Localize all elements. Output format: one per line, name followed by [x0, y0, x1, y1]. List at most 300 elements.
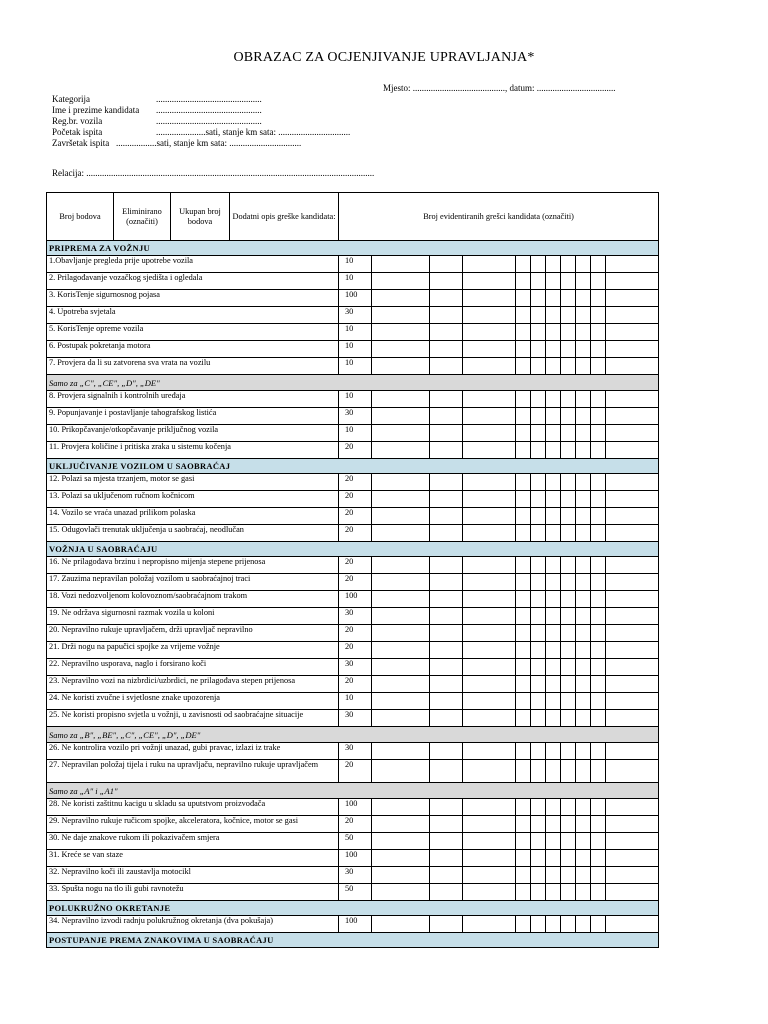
error-mark-cell[interactable] [516, 625, 531, 642]
eliminated-cell[interactable] [372, 833, 430, 850]
error-mark-cell[interactable] [576, 525, 591, 542]
error-mark-cell[interactable] [516, 693, 531, 710]
error-mark-cell[interactable] [606, 816, 659, 833]
description-cell[interactable] [463, 850, 516, 867]
error-mark-cell[interactable] [516, 591, 531, 608]
error-mark-cell[interactable] [516, 743, 531, 760]
eliminated-cell[interactable] [372, 574, 430, 591]
eliminated-cell[interactable] [372, 816, 430, 833]
error-mark-cell[interactable] [531, 391, 546, 408]
error-mark-cell[interactable] [576, 391, 591, 408]
error-mark-cell[interactable] [531, 307, 546, 324]
error-mark-cell[interactable] [606, 557, 659, 574]
error-mark-cell[interactable] [546, 676, 561, 693]
description-cell[interactable] [463, 425, 516, 442]
description-cell[interactable] [463, 710, 516, 727]
error-mark-cell[interactable] [591, 816, 606, 833]
error-mark-cell[interactable] [516, 710, 531, 727]
error-mark-cell[interactable] [546, 391, 561, 408]
error-mark-cell[interactable] [591, 591, 606, 608]
total-cell[interactable] [430, 491, 463, 508]
error-mark-cell[interactable] [561, 256, 576, 273]
eliminated-cell[interactable] [372, 799, 430, 816]
error-mark-cell[interactable] [591, 256, 606, 273]
error-mark-cell[interactable] [606, 867, 659, 884]
error-mark-cell[interactable] [576, 557, 591, 574]
error-mark-cell[interactable] [516, 474, 531, 491]
error-mark-cell[interactable] [546, 867, 561, 884]
eliminated-cell[interactable] [372, 850, 430, 867]
error-mark-cell[interactable] [531, 884, 546, 901]
description-cell[interactable] [463, 743, 516, 760]
error-mark-cell[interactable] [531, 833, 546, 850]
description-cell[interactable] [463, 442, 516, 459]
total-cell[interactable] [430, 710, 463, 727]
error-mark-cell[interactable] [516, 425, 531, 442]
error-mark-cell[interactable] [591, 799, 606, 816]
error-mark-cell[interactable] [561, 760, 576, 783]
error-mark-cell[interactable] [531, 574, 546, 591]
description-cell[interactable] [463, 591, 516, 608]
error-mark-cell[interactable] [516, 341, 531, 358]
error-mark-cell[interactable] [546, 341, 561, 358]
error-mark-cell[interactable] [576, 591, 591, 608]
error-mark-cell[interactable] [531, 557, 546, 574]
error-mark-cell[interactable] [546, 625, 561, 642]
error-mark-cell[interactable] [591, 324, 606, 341]
error-mark-cell[interactable] [576, 307, 591, 324]
error-mark-cell[interactable] [561, 833, 576, 850]
error-mark-cell[interactable] [576, 867, 591, 884]
error-mark-cell[interactable] [606, 574, 659, 591]
total-cell[interactable] [430, 341, 463, 358]
error-mark-cell[interactable] [531, 324, 546, 341]
error-mark-cell[interactable] [606, 358, 659, 375]
eliminated-cell[interactable] [372, 676, 430, 693]
error-mark-cell[interactable] [561, 273, 576, 290]
description-cell[interactable] [463, 884, 516, 901]
error-mark-cell[interactable] [576, 574, 591, 591]
description-cell[interactable] [463, 625, 516, 642]
error-mark-cell[interactable] [591, 391, 606, 408]
error-mark-cell[interactable] [516, 760, 531, 783]
error-mark-cell[interactable] [606, 850, 659, 867]
eliminated-cell[interactable] [372, 591, 430, 608]
error-mark-cell[interactable] [531, 760, 546, 783]
error-mark-cell[interactable] [546, 408, 561, 425]
error-mark-cell[interactable] [591, 693, 606, 710]
error-mark-cell[interactable] [516, 867, 531, 884]
error-mark-cell[interactable] [546, 799, 561, 816]
error-mark-cell[interactable] [561, 676, 576, 693]
error-mark-cell[interactable] [561, 324, 576, 341]
error-mark-cell[interactable] [591, 574, 606, 591]
error-mark-cell[interactable] [591, 442, 606, 459]
error-mark-cell[interactable] [561, 710, 576, 727]
eliminated-cell[interactable] [372, 491, 430, 508]
error-mark-cell[interactable] [531, 508, 546, 525]
description-cell[interactable] [463, 307, 516, 324]
error-mark-cell[interactable] [576, 491, 591, 508]
error-mark-cell[interactable] [576, 324, 591, 341]
description-cell[interactable] [463, 557, 516, 574]
error-mark-cell[interactable] [591, 290, 606, 307]
eliminated-cell[interactable] [372, 358, 430, 375]
error-mark-cell[interactable] [591, 474, 606, 491]
error-mark-cell[interactable] [591, 833, 606, 850]
error-mark-cell[interactable] [591, 608, 606, 625]
error-mark-cell[interactable] [531, 491, 546, 508]
description-cell[interactable] [463, 324, 516, 341]
error-mark-cell[interactable] [576, 642, 591, 659]
error-mark-cell[interactable] [606, 290, 659, 307]
error-mark-cell[interactable] [591, 358, 606, 375]
eliminated-cell[interactable] [372, 442, 430, 459]
error-mark-cell[interactable] [606, 341, 659, 358]
error-mark-cell[interactable] [561, 408, 576, 425]
error-mark-cell[interactable] [606, 608, 659, 625]
error-mark-cell[interactable] [531, 591, 546, 608]
total-cell[interactable] [430, 743, 463, 760]
total-cell[interactable] [430, 833, 463, 850]
error-mark-cell[interactable] [516, 358, 531, 375]
error-mark-cell[interactable] [561, 608, 576, 625]
error-mark-cell[interactable] [531, 474, 546, 491]
error-mark-cell[interactable] [576, 743, 591, 760]
error-mark-cell[interactable] [531, 408, 546, 425]
error-mark-cell[interactable] [516, 884, 531, 901]
error-mark-cell[interactable] [546, 642, 561, 659]
error-mark-cell[interactable] [516, 574, 531, 591]
error-mark-cell[interactable] [606, 391, 659, 408]
error-mark-cell[interactable] [576, 693, 591, 710]
eliminated-cell[interactable] [372, 625, 430, 642]
error-mark-cell[interactable] [591, 916, 606, 933]
description-cell[interactable] [463, 676, 516, 693]
error-mark-cell[interactable] [576, 916, 591, 933]
error-mark-cell[interactable] [606, 625, 659, 642]
error-mark-cell[interactable] [531, 608, 546, 625]
error-mark-cell[interactable] [546, 491, 561, 508]
error-mark-cell[interactable] [546, 358, 561, 375]
eliminated-cell[interactable] [372, 341, 430, 358]
error-mark-cell[interactable] [606, 256, 659, 273]
description-cell[interactable] [463, 608, 516, 625]
description-cell[interactable] [463, 256, 516, 273]
eliminated-cell[interactable] [372, 391, 430, 408]
error-mark-cell[interactable] [561, 391, 576, 408]
error-mark-cell[interactable] [591, 491, 606, 508]
error-mark-cell[interactable] [591, 760, 606, 783]
error-mark-cell[interactable] [546, 591, 561, 608]
error-mark-cell[interactable] [516, 273, 531, 290]
error-mark-cell[interactable] [531, 525, 546, 542]
error-mark-cell[interactable] [591, 341, 606, 358]
total-cell[interactable] [430, 760, 463, 783]
eliminated-cell[interactable] [372, 916, 430, 933]
eliminated-cell[interactable] [372, 557, 430, 574]
error-mark-cell[interactable] [591, 743, 606, 760]
error-mark-cell[interactable] [576, 884, 591, 901]
description-cell[interactable] [463, 916, 516, 933]
error-mark-cell[interactable] [591, 659, 606, 676]
error-mark-cell[interactable] [606, 591, 659, 608]
error-mark-cell[interactable] [591, 408, 606, 425]
error-mark-cell[interactable] [606, 525, 659, 542]
error-mark-cell[interactable] [591, 425, 606, 442]
error-mark-cell[interactable] [591, 625, 606, 642]
error-mark-cell[interactable] [516, 508, 531, 525]
error-mark-cell[interactable] [546, 574, 561, 591]
error-mark-cell[interactable] [591, 557, 606, 574]
total-cell[interactable] [430, 884, 463, 901]
error-mark-cell[interactable] [576, 256, 591, 273]
error-mark-cell[interactable] [546, 693, 561, 710]
total-cell[interactable] [430, 659, 463, 676]
error-mark-cell[interactable] [531, 816, 546, 833]
total-cell[interactable] [430, 574, 463, 591]
error-mark-cell[interactable] [576, 816, 591, 833]
error-mark-cell[interactable] [561, 574, 576, 591]
description-cell[interactable] [463, 693, 516, 710]
description-cell[interactable] [463, 508, 516, 525]
error-mark-cell[interactable] [606, 273, 659, 290]
error-mark-cell[interactable] [591, 508, 606, 525]
description-cell[interactable] [463, 273, 516, 290]
error-mark-cell[interactable] [531, 256, 546, 273]
error-mark-cell[interactable] [591, 642, 606, 659]
error-mark-cell[interactable] [531, 642, 546, 659]
description-cell[interactable] [463, 816, 516, 833]
error-mark-cell[interactable] [531, 273, 546, 290]
total-cell[interactable] [430, 525, 463, 542]
error-mark-cell[interactable] [576, 474, 591, 491]
total-cell[interactable] [430, 591, 463, 608]
error-mark-cell[interactable] [546, 425, 561, 442]
description-cell[interactable] [463, 525, 516, 542]
error-mark-cell[interactable] [531, 916, 546, 933]
description-cell[interactable] [463, 358, 516, 375]
error-mark-cell[interactable] [591, 867, 606, 884]
error-mark-cell[interactable] [561, 743, 576, 760]
error-mark-cell[interactable] [591, 710, 606, 727]
error-mark-cell[interactable] [576, 710, 591, 727]
total-cell[interactable] [430, 799, 463, 816]
error-mark-cell[interactable] [606, 676, 659, 693]
error-mark-cell[interactable] [516, 491, 531, 508]
eliminated-cell[interactable] [372, 408, 430, 425]
total-cell[interactable] [430, 408, 463, 425]
error-mark-cell[interactable] [546, 474, 561, 491]
error-mark-cell[interactable] [531, 799, 546, 816]
error-mark-cell[interactable] [546, 743, 561, 760]
eliminated-cell[interactable] [372, 290, 430, 307]
total-cell[interactable] [430, 867, 463, 884]
eliminated-cell[interactable] [372, 425, 430, 442]
total-cell[interactable] [430, 307, 463, 324]
error-mark-cell[interactable] [606, 833, 659, 850]
error-mark-cell[interactable] [606, 474, 659, 491]
error-mark-cell[interactable] [591, 273, 606, 290]
error-mark-cell[interactable] [546, 816, 561, 833]
error-mark-cell[interactable] [591, 525, 606, 542]
error-mark-cell[interactable] [531, 290, 546, 307]
error-mark-cell[interactable] [531, 676, 546, 693]
error-mark-cell[interactable] [561, 425, 576, 442]
error-mark-cell[interactable] [561, 508, 576, 525]
error-mark-cell[interactable] [516, 525, 531, 542]
eliminated-cell[interactable] [372, 760, 430, 783]
eliminated-cell[interactable] [372, 273, 430, 290]
error-mark-cell[interactable] [546, 916, 561, 933]
total-cell[interactable] [430, 474, 463, 491]
error-mark-cell[interactable] [561, 442, 576, 459]
error-mark-cell[interactable] [606, 760, 659, 783]
error-mark-cell[interactable] [516, 799, 531, 816]
total-cell[interactable] [430, 391, 463, 408]
error-mark-cell[interactable] [561, 850, 576, 867]
description-cell[interactable] [463, 408, 516, 425]
total-cell[interactable] [430, 676, 463, 693]
error-mark-cell[interactable] [561, 867, 576, 884]
description-cell[interactable] [463, 799, 516, 816]
error-mark-cell[interactable] [516, 256, 531, 273]
total-cell[interactable] [430, 816, 463, 833]
total-cell[interactable] [430, 916, 463, 933]
description-cell[interactable] [463, 474, 516, 491]
error-mark-cell[interactable] [561, 693, 576, 710]
description-cell[interactable] [463, 833, 516, 850]
total-cell[interactable] [430, 850, 463, 867]
error-mark-cell[interactable] [546, 290, 561, 307]
error-mark-cell[interactable] [606, 491, 659, 508]
error-mark-cell[interactable] [561, 799, 576, 816]
error-mark-cell[interactable] [546, 324, 561, 341]
error-mark-cell[interactable] [531, 743, 546, 760]
error-mark-cell[interactable] [516, 916, 531, 933]
error-mark-cell[interactable] [546, 557, 561, 574]
error-mark-cell[interactable] [546, 760, 561, 783]
error-mark-cell[interactable] [606, 799, 659, 816]
error-mark-cell[interactable] [591, 676, 606, 693]
eliminated-cell[interactable] [372, 642, 430, 659]
eliminated-cell[interactable] [372, 307, 430, 324]
eliminated-cell[interactable] [372, 608, 430, 625]
error-mark-cell[interactable] [546, 525, 561, 542]
error-mark-cell[interactable] [576, 659, 591, 676]
error-mark-cell[interactable] [561, 884, 576, 901]
error-mark-cell[interactable] [561, 491, 576, 508]
error-mark-cell[interactable] [576, 273, 591, 290]
error-mark-cell[interactable] [576, 408, 591, 425]
error-mark-cell[interactable] [576, 290, 591, 307]
error-mark-cell[interactable] [576, 425, 591, 442]
description-cell[interactable] [463, 290, 516, 307]
error-mark-cell[interactable] [576, 608, 591, 625]
error-mark-cell[interactable] [546, 442, 561, 459]
error-mark-cell[interactable] [546, 256, 561, 273]
total-cell[interactable] [430, 358, 463, 375]
error-mark-cell[interactable] [576, 341, 591, 358]
error-mark-cell[interactable] [591, 884, 606, 901]
error-mark-cell[interactable] [606, 743, 659, 760]
error-mark-cell[interactable] [516, 816, 531, 833]
total-cell[interactable] [430, 290, 463, 307]
eliminated-cell[interactable] [372, 525, 430, 542]
error-mark-cell[interactable] [546, 608, 561, 625]
description-cell[interactable] [463, 574, 516, 591]
total-cell[interactable] [430, 508, 463, 525]
error-mark-cell[interactable] [546, 307, 561, 324]
total-cell[interactable] [430, 256, 463, 273]
eliminated-cell[interactable] [372, 743, 430, 760]
error-mark-cell[interactable] [516, 833, 531, 850]
error-mark-cell[interactable] [576, 760, 591, 783]
description-cell[interactable] [463, 659, 516, 676]
total-cell[interactable] [430, 642, 463, 659]
error-mark-cell[interactable] [576, 508, 591, 525]
description-cell[interactable] [463, 391, 516, 408]
error-mark-cell[interactable] [576, 358, 591, 375]
total-cell[interactable] [430, 625, 463, 642]
eliminated-cell[interactable] [372, 884, 430, 901]
error-mark-cell[interactable] [516, 676, 531, 693]
error-mark-cell[interactable] [591, 850, 606, 867]
error-mark-cell[interactable] [561, 816, 576, 833]
error-mark-cell[interactable] [576, 833, 591, 850]
description-cell[interactable] [463, 491, 516, 508]
error-mark-cell[interactable] [576, 799, 591, 816]
eliminated-cell[interactable] [372, 324, 430, 341]
error-mark-cell[interactable] [516, 307, 531, 324]
error-mark-cell[interactable] [561, 474, 576, 491]
error-mark-cell[interactable] [561, 642, 576, 659]
total-cell[interactable] [430, 273, 463, 290]
description-cell[interactable] [463, 341, 516, 358]
error-mark-cell[interactable] [516, 850, 531, 867]
total-cell[interactable] [430, 693, 463, 710]
eliminated-cell[interactable] [372, 508, 430, 525]
error-mark-cell[interactable] [606, 324, 659, 341]
error-mark-cell[interactable] [576, 442, 591, 459]
error-mark-cell[interactable] [561, 307, 576, 324]
eliminated-cell[interactable] [372, 710, 430, 727]
eliminated-cell[interactable] [372, 659, 430, 676]
error-mark-cell[interactable] [516, 608, 531, 625]
error-mark-cell[interactable] [531, 867, 546, 884]
description-cell[interactable] [463, 642, 516, 659]
error-mark-cell[interactable] [606, 642, 659, 659]
error-mark-cell[interactable] [531, 850, 546, 867]
error-mark-cell[interactable] [606, 884, 659, 901]
error-mark-cell[interactable] [546, 850, 561, 867]
error-mark-cell[interactable] [561, 525, 576, 542]
error-mark-cell[interactable] [576, 676, 591, 693]
error-mark-cell[interactable] [561, 591, 576, 608]
total-cell[interactable] [430, 608, 463, 625]
description-cell[interactable] [463, 760, 516, 783]
error-mark-cell[interactable] [606, 307, 659, 324]
error-mark-cell[interactable] [531, 425, 546, 442]
total-cell[interactable] [430, 442, 463, 459]
error-mark-cell[interactable] [561, 625, 576, 642]
error-mark-cell[interactable] [606, 408, 659, 425]
error-mark-cell[interactable] [561, 916, 576, 933]
error-mark-cell[interactable] [546, 508, 561, 525]
error-mark-cell[interactable] [606, 693, 659, 710]
total-cell[interactable] [430, 557, 463, 574]
error-mark-cell[interactable] [546, 659, 561, 676]
